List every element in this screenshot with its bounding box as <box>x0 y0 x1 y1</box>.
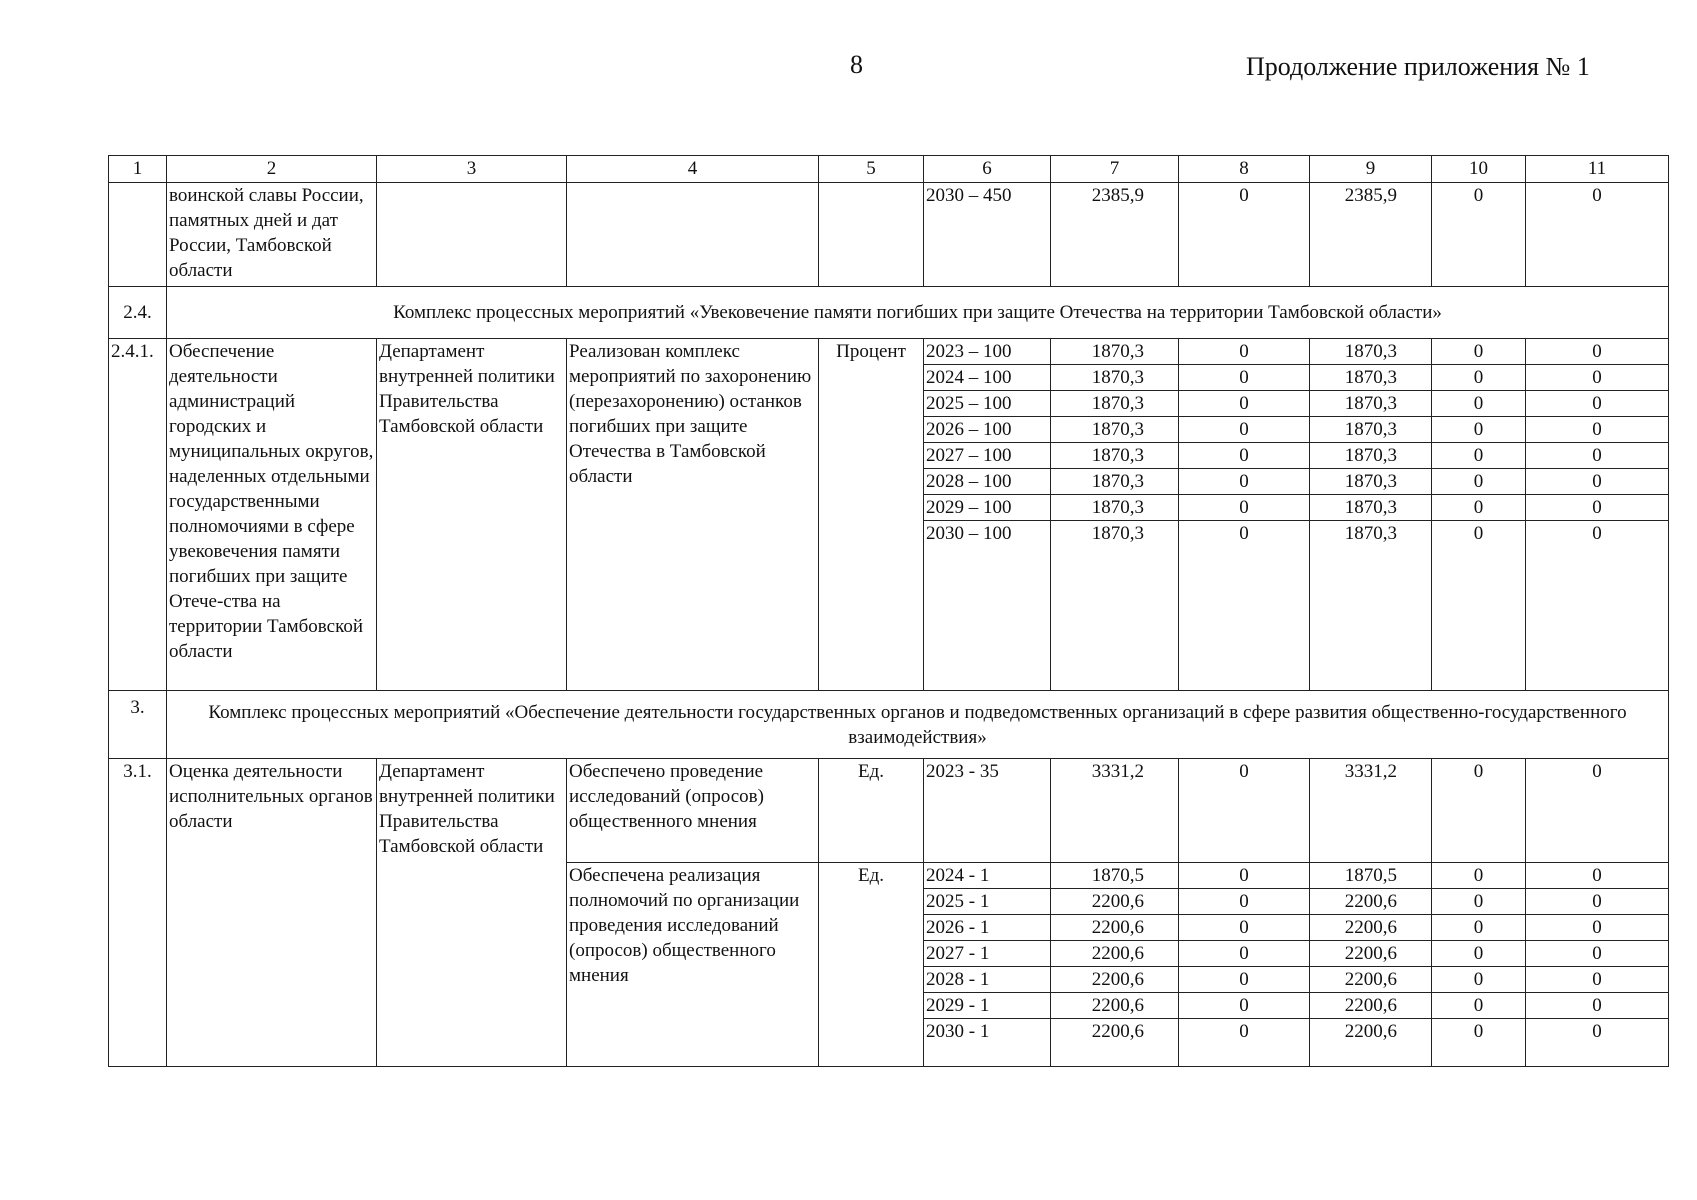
col-num: 4 <box>567 156 819 183</box>
value-col10: 0 <box>1432 521 1526 691</box>
value-col11: 0 <box>1526 967 1669 993</box>
table-row <box>109 759 1669 863</box>
value-col10: 0 <box>1432 417 1526 443</box>
year-value: 2023 – 100 <box>924 339 1051 365</box>
value-col11: 0 <box>1526 1019 1669 1067</box>
value-col7: 2200,6 <box>1051 889 1179 915</box>
value-col8: 0 <box>1179 915 1310 941</box>
year-value: 2028 – 100 <box>924 469 1051 495</box>
year-value: 2028 - 1 <box>924 967 1051 993</box>
value-col9: 1870,3 <box>1310 443 1432 469</box>
appendix-continuation-title: Продолжение приложения № 1 <box>1246 52 1590 81</box>
value-col10: 0 <box>1432 495 1526 521</box>
value-col8: 0 <box>1179 365 1310 391</box>
value-col9: 2200,6 <box>1310 915 1432 941</box>
year-value: 2030 – 450 <box>924 183 1051 287</box>
col-num: 10 <box>1432 156 1526 183</box>
value-col7: 1870,3 <box>1051 417 1179 443</box>
item-number: 2.4.1. <box>109 339 167 691</box>
value-col11: 0 <box>1526 391 1669 417</box>
value-col9: 1870,5 <box>1310 863 1432 889</box>
value-col11: 0 <box>1526 365 1669 391</box>
value-col8: 0 <box>1179 993 1310 1019</box>
value-col7: 1870,3 <box>1051 469 1179 495</box>
value-col10: 0 <box>1432 993 1526 1019</box>
item-number: 3.1. <box>109 759 167 1067</box>
value-col10: 0 <box>1432 391 1526 417</box>
value-col9: 2200,6 <box>1310 967 1432 993</box>
measure-name: Обеспечение деятельности администраций городских и муниципальных округов, наделенных отдельными государственными полномочиями в сфере увековечения памяти погибших при защите Отече-ства на территории Тамбовской области <box>167 339 377 691</box>
value-col11: 0 <box>1526 469 1669 495</box>
value-col9: 3331,2 <box>1310 759 1432 863</box>
value-col8: 0 <box>1179 889 1310 915</box>
value-col11: 0 <box>1526 183 1669 287</box>
value-col10: 0 <box>1432 941 1526 967</box>
section-row <box>109 691 1669 759</box>
value-col8: 0 <box>1179 941 1310 967</box>
year-value: 2029 - 1 <box>924 993 1051 1019</box>
unit: Процент <box>819 339 924 691</box>
value-col11: 0 <box>1526 941 1669 967</box>
year-value: 2026 - 1 <box>924 915 1051 941</box>
value-col8: 0 <box>1179 495 1310 521</box>
value-col11: 0 <box>1526 521 1669 691</box>
result-description: Обеспечена реализация полномочий по организации проведения исследований (опросов) общественного мнения <box>567 863 819 1067</box>
table-row <box>109 339 1669 365</box>
value-col10: 0 <box>1432 915 1526 941</box>
value-col8: 0 <box>1179 417 1310 443</box>
value-col7: 1870,3 <box>1051 495 1179 521</box>
value-col9: 1870,3 <box>1310 391 1432 417</box>
year-value: 2027 - 1 <box>924 941 1051 967</box>
value-col8: 0 <box>1179 759 1310 863</box>
value-col8: 0 <box>1179 339 1310 365</box>
result-description: Реализован комплекс мероприятий по захоронению (перезахоронению) останков погибших при защите Отечества в Тамбовской области <box>567 339 819 691</box>
year-value: 2024 – 100 <box>924 365 1051 391</box>
value-col7: 2385,9 <box>1051 183 1179 287</box>
value-col7: 2200,6 <box>1051 915 1179 941</box>
value-col9: 2200,6 <box>1310 941 1432 967</box>
value-col10: 0 <box>1432 339 1526 365</box>
year-value: 2025 – 100 <box>924 391 1051 417</box>
section-row <box>109 287 1669 339</box>
unit: Ед. <box>819 759 924 863</box>
value-col11: 0 <box>1526 863 1669 889</box>
value-col11: 0 <box>1526 495 1669 521</box>
value-col7: 1870,3 <box>1051 391 1179 417</box>
value-col9: 1870,3 <box>1310 495 1432 521</box>
table-row <box>109 183 1669 287</box>
value-col9: 2385,9 <box>1310 183 1432 287</box>
col-num: 11 <box>1526 156 1669 183</box>
measure-name: Оценка деятельности исполнительных органов области <box>167 759 377 1067</box>
value-col11: 0 <box>1526 889 1669 915</box>
value-col9: 1870,3 <box>1310 521 1432 691</box>
value-col11: 0 <box>1526 443 1669 469</box>
value-col7: 2200,6 <box>1051 941 1179 967</box>
year-value: 2030 - 1 <box>924 1019 1051 1067</box>
value-col9: 2200,6 <box>1310 993 1432 1019</box>
value-col9: 1870,3 <box>1310 365 1432 391</box>
page-number: 8 <box>850 50 863 79</box>
responsible-executor: Департамент внутренней политики Правительства Тамбовской области <box>377 339 567 691</box>
value-col10: 0 <box>1432 863 1526 889</box>
value-col7: 2200,6 <box>1051 993 1179 1019</box>
value-col9: 2200,6 <box>1310 889 1432 915</box>
year-value: 2027 – 100 <box>924 443 1051 469</box>
value-col11: 0 <box>1526 993 1669 1019</box>
value-col10: 0 <box>1432 967 1526 993</box>
value-col8: 0 <box>1179 967 1310 993</box>
value-col10: 0 <box>1432 365 1526 391</box>
value-col8: 0 <box>1179 469 1310 495</box>
section-title: Комплекс процессных мероприятий «Увековечение памяти погибших при защите Отечества на территории Тамбовской области» <box>167 287 1669 339</box>
measure-name: воинской славы России, памятных дней и дат России, Тамбовской области <box>167 183 377 287</box>
value-col10: 0 <box>1432 759 1526 863</box>
value-col8: 0 <box>1179 521 1310 691</box>
col-num: 3 <box>377 156 567 183</box>
value-col10: 0 <box>1432 469 1526 495</box>
value-col7: 1870,3 <box>1051 443 1179 469</box>
year-value: 2029 – 100 <box>924 495 1051 521</box>
value-col9: 1870,3 <box>1310 339 1432 365</box>
value-col8: 0 <box>1179 1019 1310 1067</box>
col-num: 8 <box>1179 156 1310 183</box>
value-col7: 1870,5 <box>1051 863 1179 889</box>
value-col7: 1870,3 <box>1051 365 1179 391</box>
col-num: 5 <box>819 156 924 183</box>
responsible-executor: Департамент внутренней политики Правительства Тамбовской области <box>377 759 567 1067</box>
value-col10: 0 <box>1432 183 1526 287</box>
value-col7: 3331,2 <box>1051 759 1179 863</box>
value-col9: 1870,3 <box>1310 469 1432 495</box>
year-value: 2025 - 1 <box>924 889 1051 915</box>
value-col9: 1870,3 <box>1310 417 1432 443</box>
value-col10: 0 <box>1432 889 1526 915</box>
value-col10: 0 <box>1432 443 1526 469</box>
value-col11: 0 <box>1526 759 1669 863</box>
col-num: 6 <box>924 156 1051 183</box>
col-num: 7 <box>1051 156 1179 183</box>
column-number-row <box>109 156 1669 183</box>
year-value: 2026 – 100 <box>924 417 1051 443</box>
year-value: 2023 - 35 <box>924 759 1051 863</box>
value-col8: 0 <box>1179 391 1310 417</box>
value-col7: 1870,3 <box>1051 521 1179 691</box>
section-number: 3. <box>109 691 167 759</box>
value-col11: 0 <box>1526 915 1669 941</box>
section-number: 2.4. <box>109 287 167 339</box>
value-col8: 0 <box>1179 183 1310 287</box>
value-col10: 0 <box>1432 1019 1526 1067</box>
col-num: 2 <box>167 156 377 183</box>
value-col7: 1870,3 <box>1051 339 1179 365</box>
value-col7: 2200,6 <box>1051 1019 1179 1067</box>
value-col11: 0 <box>1526 339 1669 365</box>
value-col8: 0 <box>1179 863 1310 889</box>
program-table <box>108 155 1669 1067</box>
section-title: Комплекс процессных мероприятий «Обеспечение деятельности государственных органов и подведомственных организаций в сфере развития общественно-государственного взаимодействия» <box>167 691 1669 759</box>
value-col11: 0 <box>1526 417 1669 443</box>
col-num: 9 <box>1310 156 1432 183</box>
result-description: Обеспечено проведение исследований (опросов) общественного мнения <box>567 759 819 863</box>
value-col8: 0 <box>1179 443 1310 469</box>
year-value: 2024 - 1 <box>924 863 1051 889</box>
col-num: 1 <box>109 156 167 183</box>
year-value: 2030 – 100 <box>924 521 1051 691</box>
unit: Ед. <box>819 863 924 1067</box>
value-col9: 2200,6 <box>1310 1019 1432 1067</box>
value-col7: 2200,6 <box>1051 967 1179 993</box>
